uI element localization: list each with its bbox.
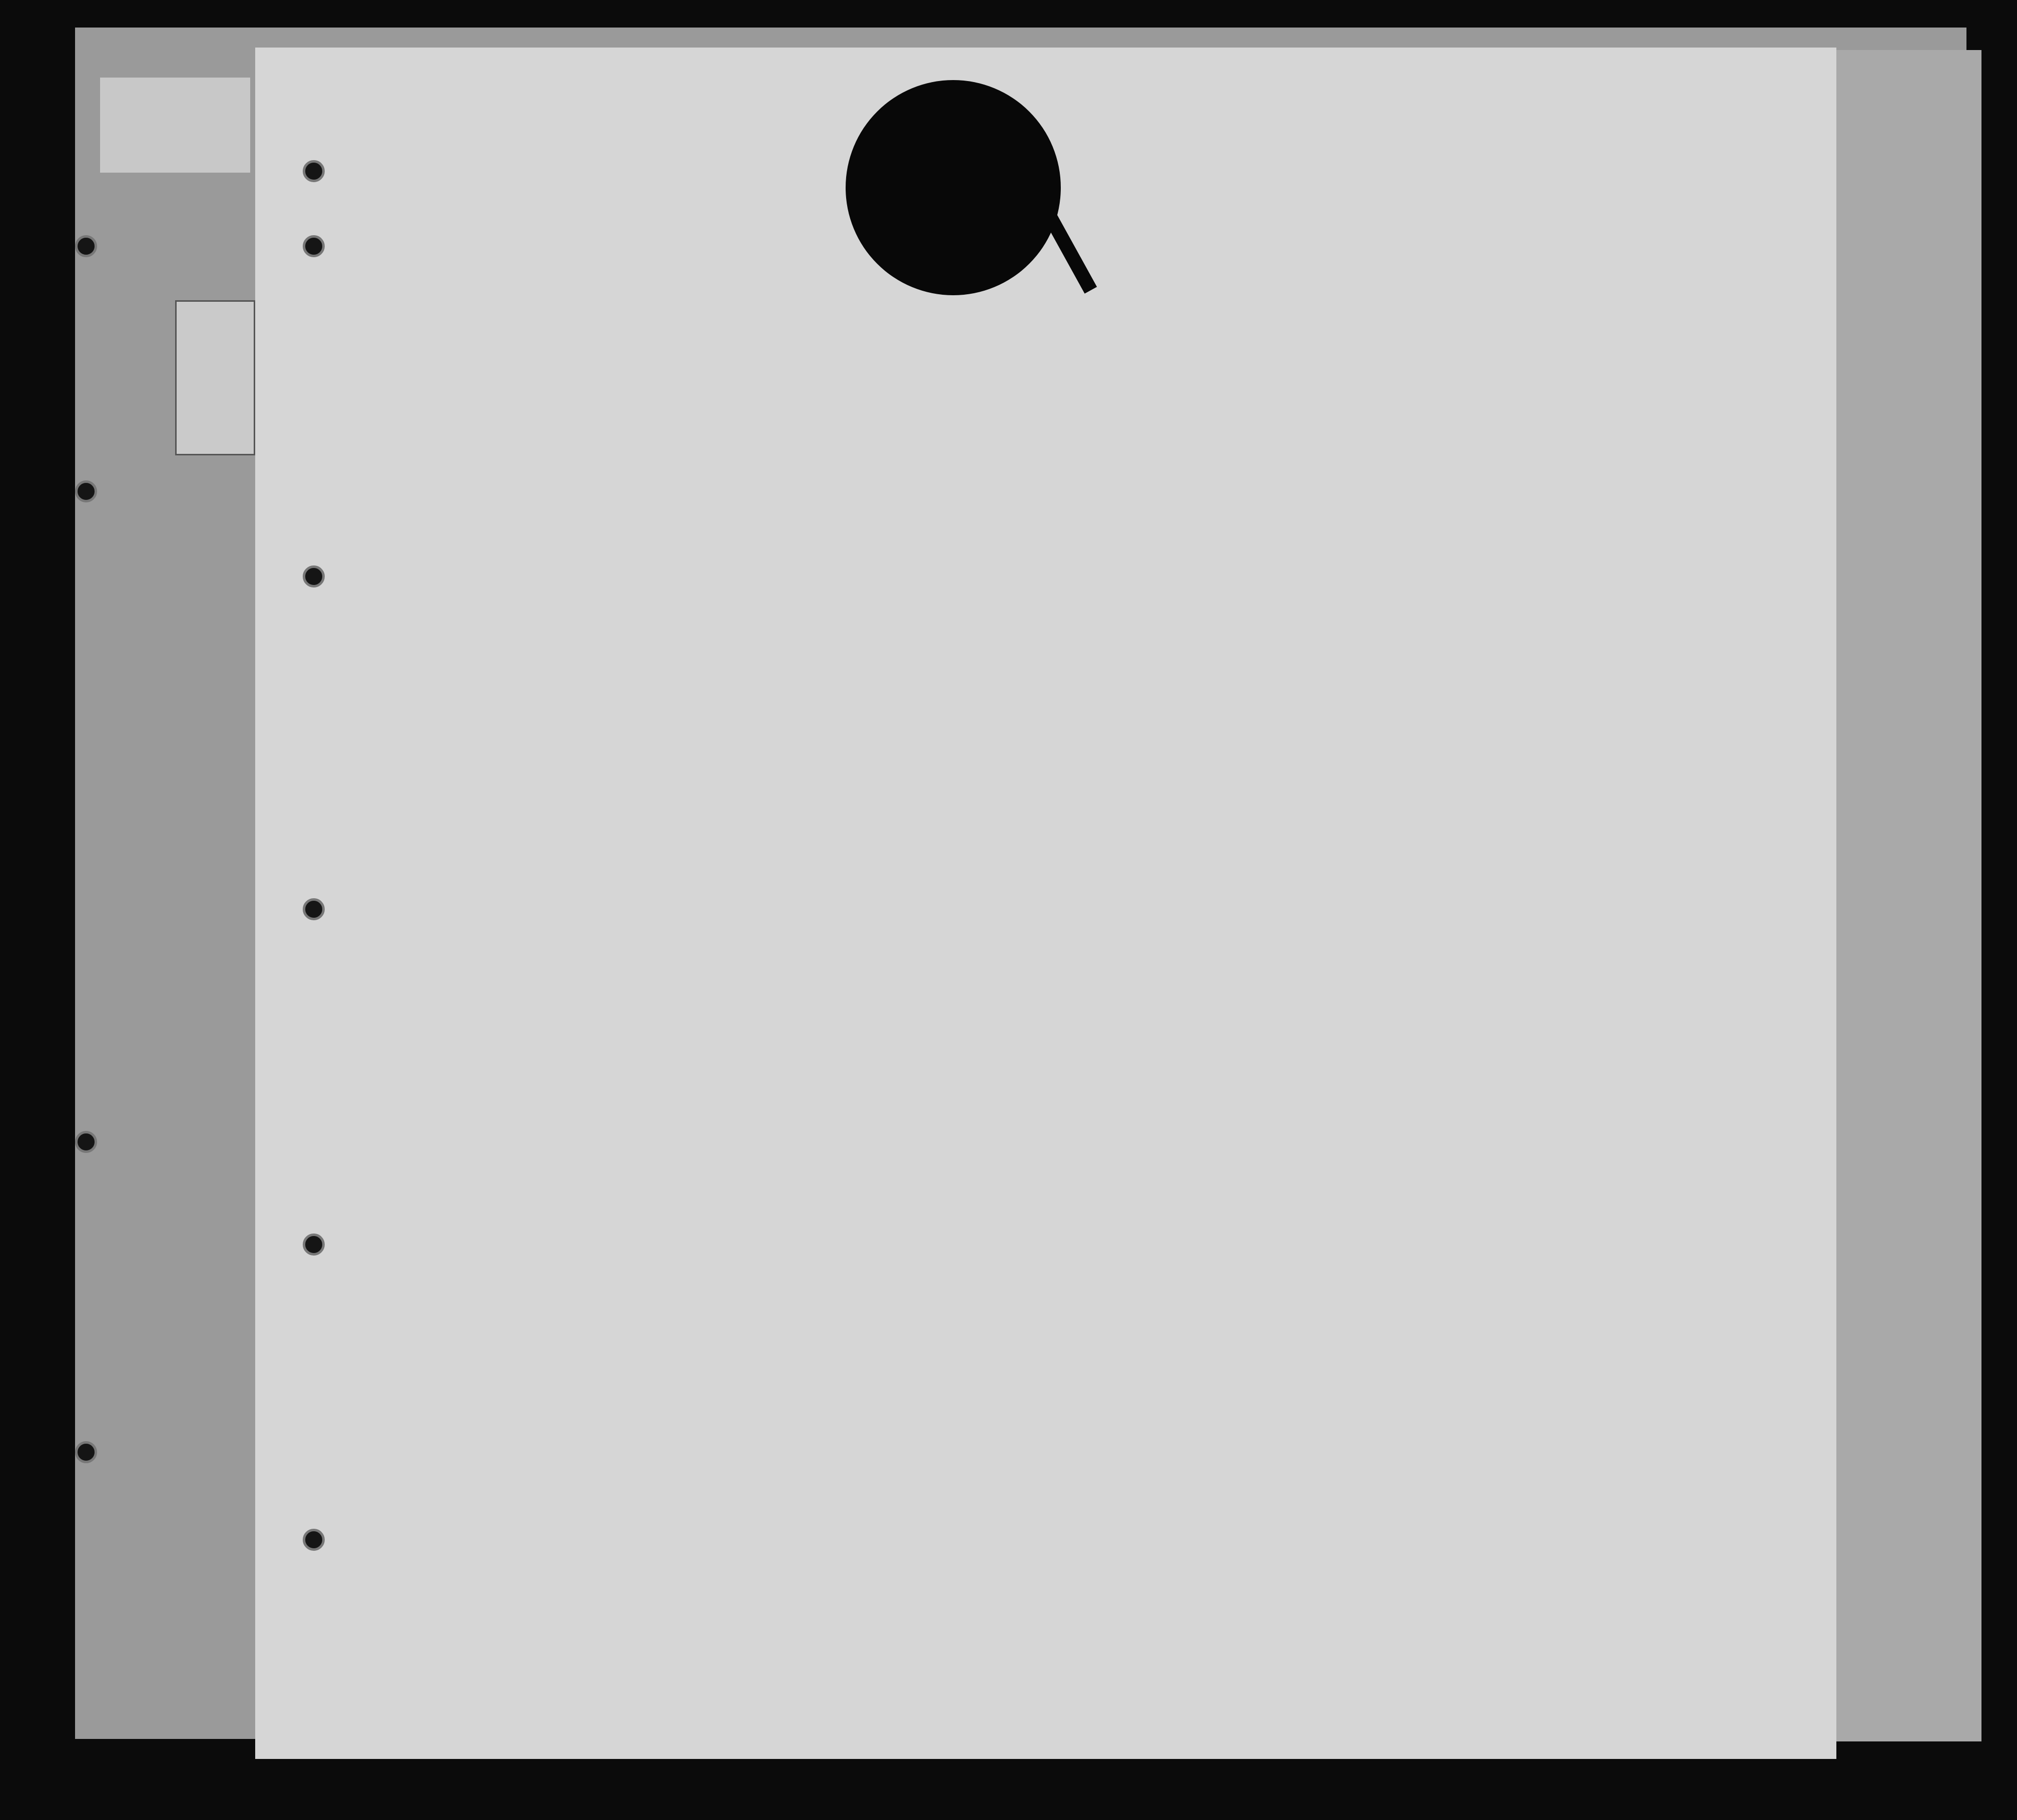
arrival-tab <box>100 78 250 173</box>
binder-hole-icon <box>303 160 325 182</box>
binder-hole-icon <box>75 235 97 257</box>
binder-hole-icon <box>75 480 97 502</box>
binder-hole-icon <box>303 565 325 587</box>
binder-hole-icon <box>75 1441 97 1463</box>
manifest-page <box>255 48 1836 1759</box>
binder-hole-icon <box>303 1234 325 1256</box>
binder-hole-icon <box>303 898 325 920</box>
seal-ribbon-icon <box>976 90 1101 300</box>
cards-clerk-tab <box>175 300 255 455</box>
binder-hole-icon <box>75 1131 97 1153</box>
binder-hole-icon <box>303 1529 325 1551</box>
binder-hole-icon <box>303 235 325 257</box>
